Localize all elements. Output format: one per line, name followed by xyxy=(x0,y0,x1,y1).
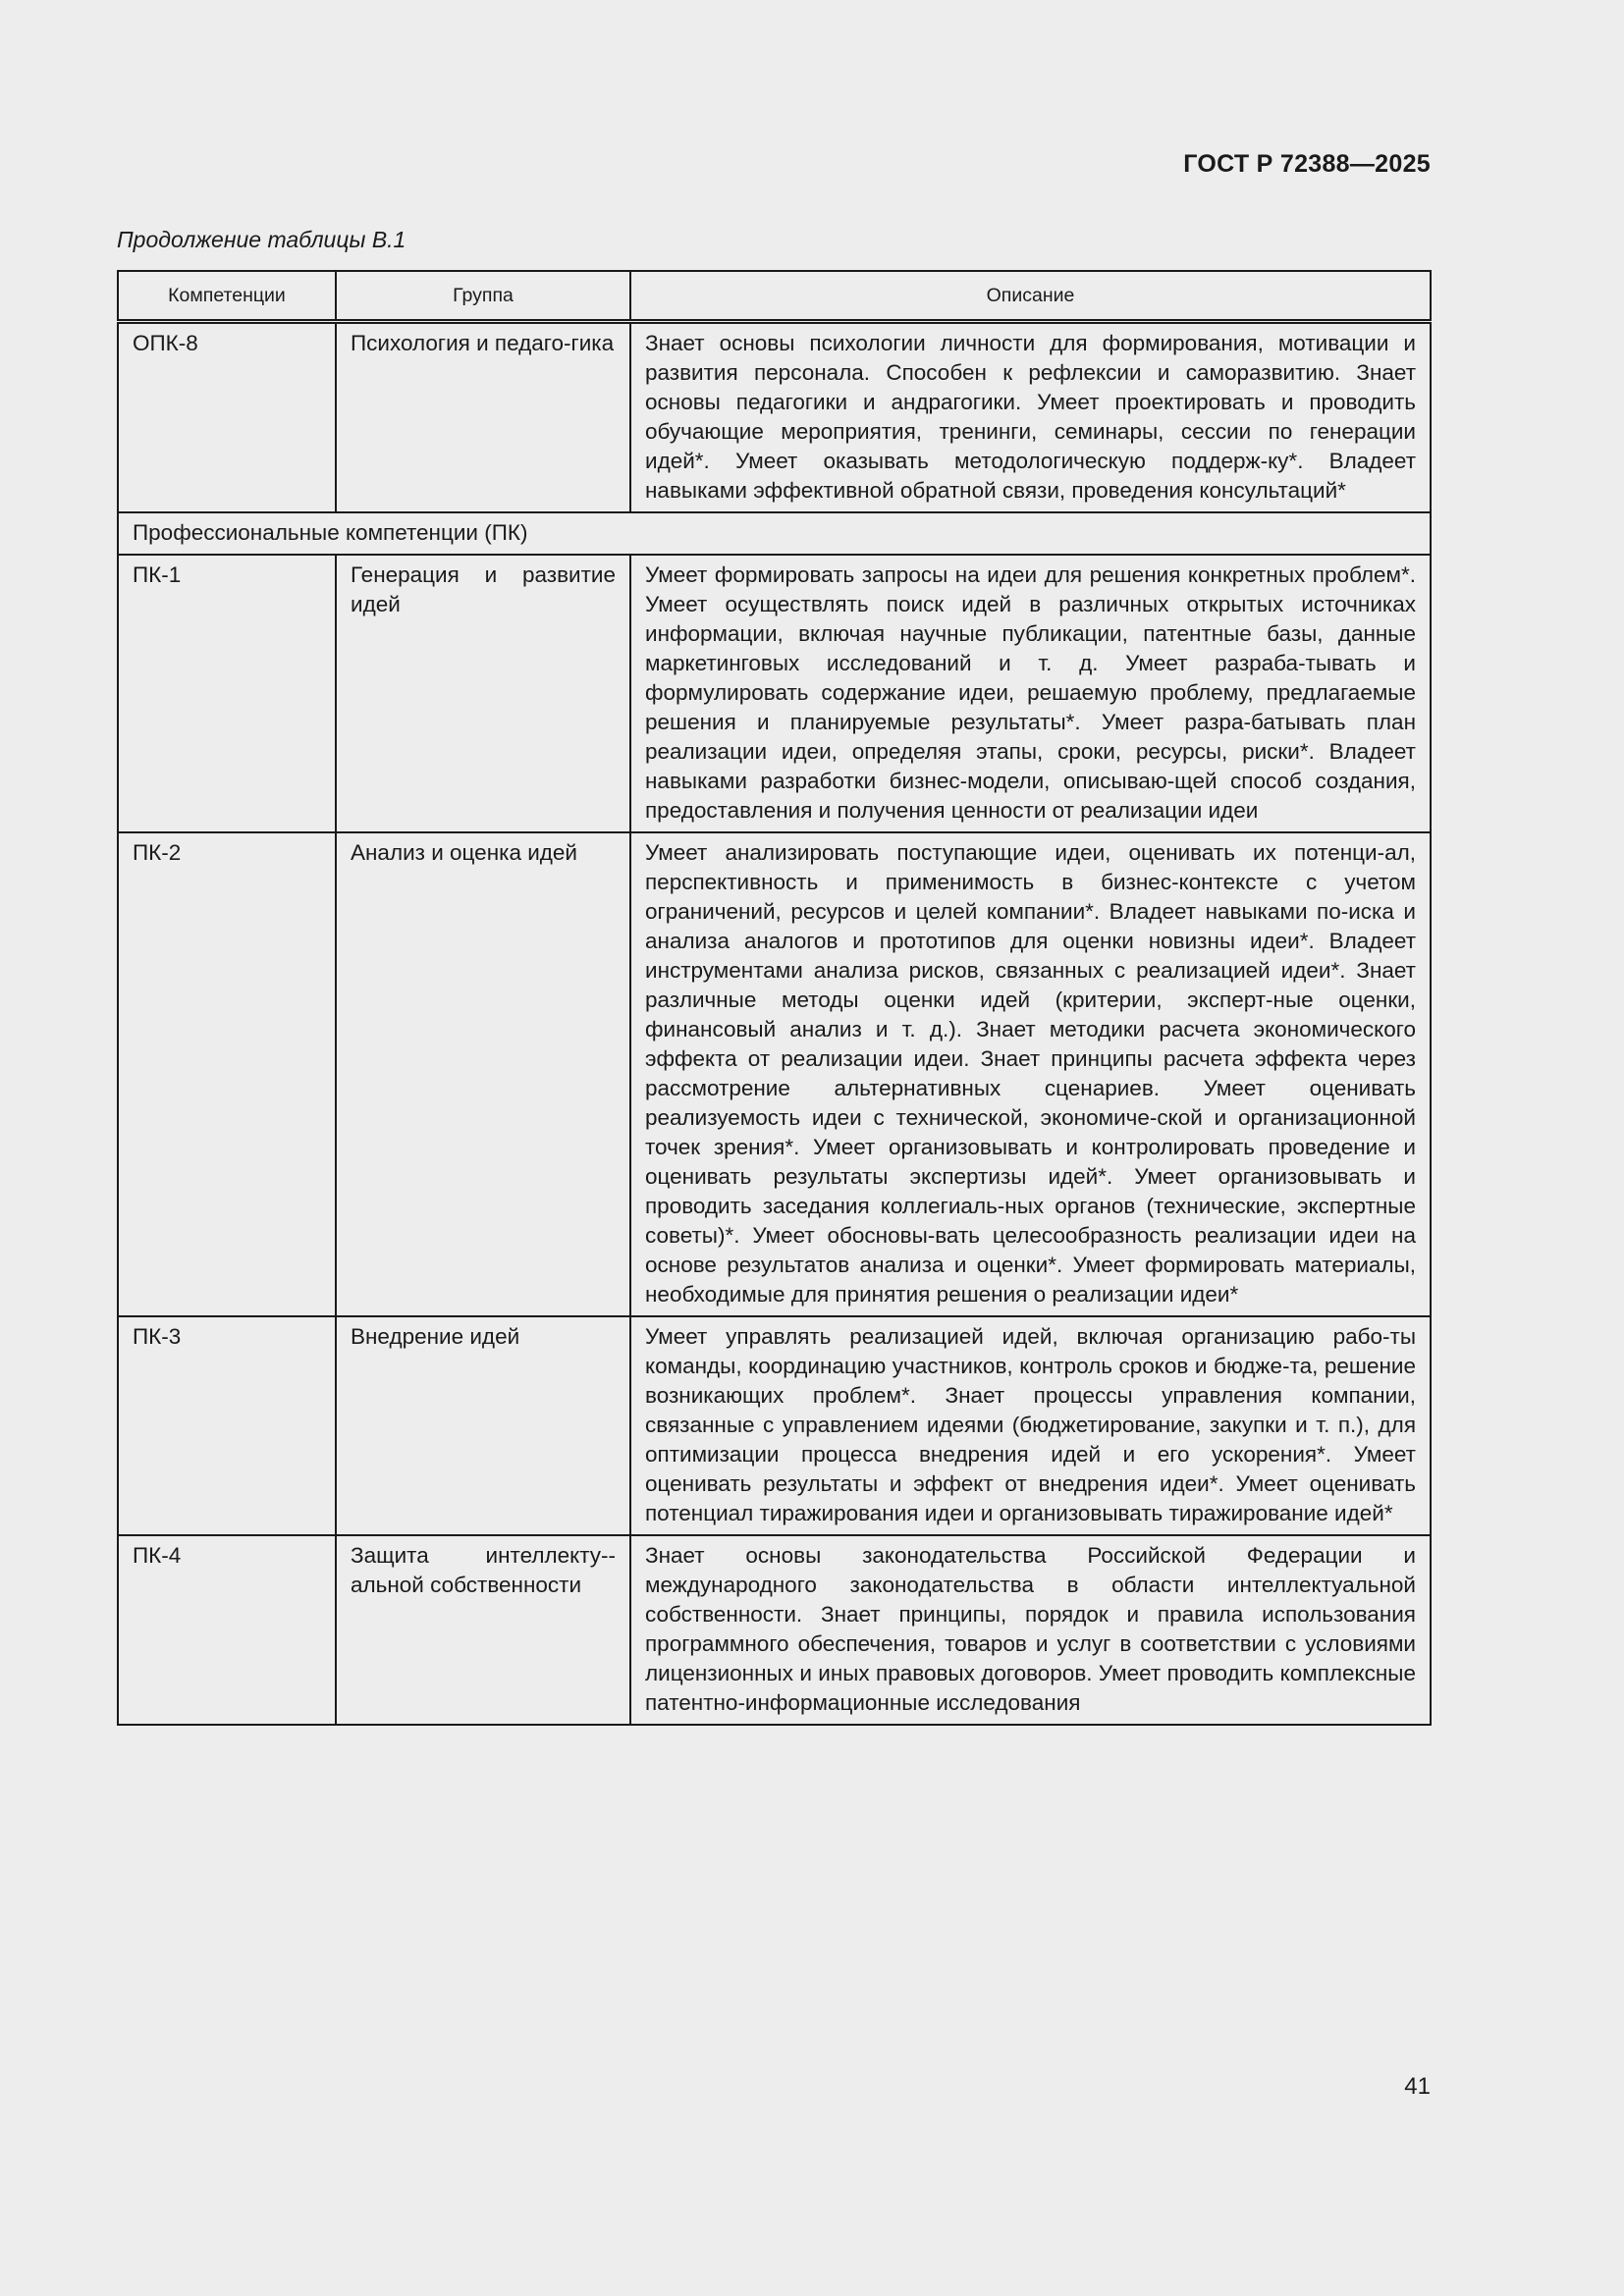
row-description: Умеет формировать запросы на идеи для решения конкретных проблем*. Умеет осуществлять поиск идей в различных открытых источниках информации, включая научные публикации, патентные базы, данные маркетинговых исследований и т. д. Умеет разраба-тывать и формулировать содержание идеи, решаемую проблему, предлагаемые решения и планируемые результаты*. Умеет разра-батывать план реализации идеи, определяя этапы, сроки, ресурсы, риски*. Владеет навыками разработки бизнес-модели, описываю-щей способ создания, предоставления и получения ценности от реализации идеи xyxy=(630,555,1431,832)
table-row xyxy=(118,1316,1431,1535)
row-description: Знает основы законодательства Российской Федерации и международного законодательства в области интеллектуальной собственности. Знает принципы, порядок и правила использования программного обеспечения, товаров и услуг в соответствии с условиями лицензионных и иных правовых договоров. Умеет проводить комплексные патентно-информационные исследования xyxy=(630,1535,1431,1725)
row-code: ПК-1 xyxy=(118,555,336,832)
table-row xyxy=(118,322,1431,513)
row-code: ПК-4 xyxy=(118,1535,336,1725)
row-group: Защита интеллекту-альной собственности xyxy=(336,1535,630,1725)
table-row xyxy=(118,832,1431,1316)
row-group: Анализ и оценка идей xyxy=(336,832,630,1316)
page-number: 41 xyxy=(1404,2073,1431,2100)
row-group: Внедрение идей xyxy=(336,1316,630,1535)
row-code: ПК-3 xyxy=(118,1316,336,1535)
table-caption: Продолжение таблицы В.1 xyxy=(117,227,406,252)
table-row xyxy=(118,555,1431,832)
row-description: Умеет управлять реализацией идей, включая организацию рабо-ты команды, координацию участников, контроль сроков и бюдже-та, решение возникающих проблем*. Знает процессы управления компании, связанные с управлением идеями (бюджетирование, закупки и т. п.), для оптимизации процесса внедрения идей и его ускорения*. Умеет оценивать результаты и эффект от внедрения идеи*. Умеет оценивать потенциал тиражирования идеи и организовывать тиражирование идей* xyxy=(630,1316,1431,1535)
table-header-row xyxy=(118,271,1431,322)
document-code: ГОСТ Р 72388—2025 xyxy=(1183,150,1431,178)
column-header-competencies: Компетенции xyxy=(118,271,336,322)
row-code: ОПК-8 xyxy=(118,322,336,513)
competencies-table xyxy=(117,270,1432,1726)
section-row xyxy=(118,512,1431,555)
column-header-group: Группа xyxy=(336,271,630,322)
column-header-description: Описание xyxy=(630,271,1431,322)
section-title: Профессиональные компетенции (ПК) xyxy=(118,512,1431,555)
row-description: Умеет анализировать поступающие идеи, оценивать их потенци-ал, перспективность и применимость в бизнес-контексте с учетом ограничений, ресурсов и целей компании*. Владеет навыками по-иска и анализа аналогов и прототипов для оценки новизны идеи*. Владеет инструментами анализа рисков, связанных с реализацией идеи*. Знает различные методы оценки идей (критерии, эксперт-ные оценки, финансовый анализ и т. д.). Знает методики расчета экономического эффекта от реализации идеи. Знает принципы расчета эффекта через рассмотрение альтернативных сценариев. Умеет оценивать реализуемость идеи с технической, экономиче-ской и организационной точек зрения*. Умеет организовывать и контролировать проведение и оценивать результаты экспертизы идей*. Умеет организовывать и проводить заседания коллегиаль-ных органов (технические, экспертные советы)*. Умеет обосновы-вать целесообразность реализации идеи на основе результатов анализа и оценки*. Умеет формировать материалы, необходимые для принятия решения о реализации идеи* xyxy=(630,832,1431,1316)
row-description: Знает основы психологии личности для формирования, мотивации и развития персонала. Способен к рефлексии и саморазвитию. Знает основы педагогики и андрагогики. Умеет проектировать и проводить обучающие мероприятия, тренинги, семинары, сессии по генерации идей*. Умеет оказывать методологическую поддерж-ку*. Владеет навыками эффективной обратной связи, проведения консультаций* xyxy=(630,322,1431,513)
row-group: Генерация и развитие идей xyxy=(336,555,630,832)
row-group: Психология и педаго-гика xyxy=(336,322,630,513)
table-row xyxy=(118,1535,1431,1725)
row-code: ПК-2 xyxy=(118,832,336,1316)
